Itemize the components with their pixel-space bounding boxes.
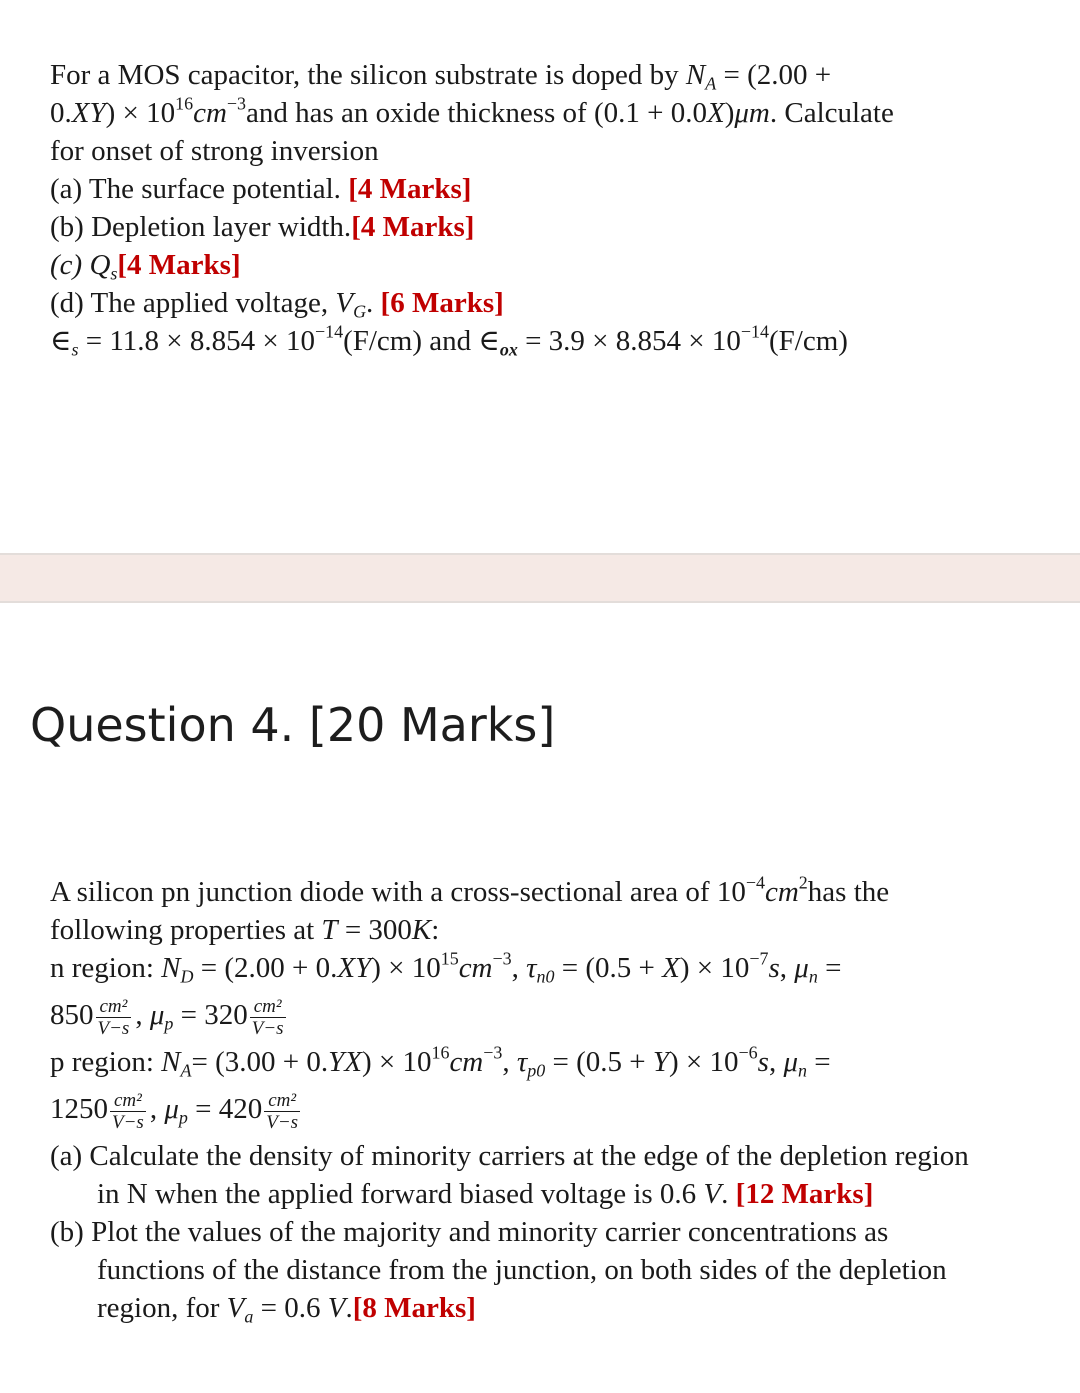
marks-badge: [8 Marks] bbox=[352, 1292, 476, 1324]
q4-n-region: n region: $N_D = (2.00 + 0.XY) \times 10^{15}cm^{-3}$, $\tau_{n0} = (0.5 + X) \times 10^{-7}s$, $\mu_n$ = bbox=[50, 948, 842, 987]
q4-part-b-2: functions of the distance from the junction, on both sides of the depletion bbox=[97, 1254, 947, 1286]
card-separator bbox=[0, 553, 1080, 603]
q4-part-a-2: in N when the applied forward biased voltage is 0.6 V. [12 Marks] bbox=[97, 1178, 874, 1210]
marks-badge: [4 Marks] bbox=[348, 173, 472, 205]
question-4-body bbox=[50, 873, 1060, 1327]
q4-p-region: p region: $N_A= (3.00 + 0.YX) \times 10^{16}cm^{-3}$, $\tau_{p0} = (0.5 + Y) \times 10^{-6}s$, $\mu_n$ = bbox=[50, 1042, 831, 1081]
q3-part-c: (c) $Q_s[4$ Marks] bbox=[50, 249, 241, 284]
q4-part-b-3: region, for $V_a = 0.6$ V.[8 Marks] bbox=[97, 1292, 476, 1327]
q3-part-a: (a) The surface potential. [4 Marks] bbox=[50, 173, 472, 205]
q3-line-1: For a MOS capacitor, the silicon substrate is doped by $N_A = (2.00$ + bbox=[50, 59, 832, 94]
q3-line-3: for onset of strong inversion bbox=[50, 135, 379, 167]
marks-badge: [12 Marks] bbox=[735, 1178, 874, 1210]
q3-permittivity-line: $\in_s = 11.8 \times 8.854 \times 10^{-14}(F/cm)$ and $\in_{ox} = 3.9 \times 8.854 \times 10^{-14}(F/cm)$ bbox=[50, 321, 848, 360]
question-4-heading: Question 4. [20 Marks] bbox=[30, 698, 556, 752]
marks-badge: [4 Marks] bbox=[117, 249, 241, 281]
unit-fraction: $\frac{\text{cm²}}{V-s}$ bbox=[251, 995, 284, 1039]
marks-badge: [4 Marks] bbox=[351, 211, 475, 243]
question-3-card bbox=[0, 0, 1080, 553]
q4-part-b-1: (b) Plot the values of the majority and minority carrier concentrations as bbox=[50, 1216, 889, 1248]
q4-n-mobility: 850 $\frac{\text{cm²}}{V-s}$ , $\mu_p = 320$ $\frac{\text{cm²}}{V-s}$ bbox=[50, 995, 284, 1039]
q4-part-a-1: (a) Calculate the density of minority carriers at the edge of the depletion region bbox=[50, 1140, 969, 1172]
question-4-card bbox=[0, 603, 1080, 1393]
q4-intro-2: following properties at T = 300K: bbox=[50, 914, 440, 946]
marks-badge: [6 Marks] bbox=[380, 287, 504, 319]
q3-part-d: (d) The applied voltage, $V_G$. [6 Marks] bbox=[50, 287, 504, 322]
q3-part-b: (b) Depletion layer width.[4 Marks] bbox=[50, 211, 475, 243]
q4-intro-1: A silicon pn junction diode with a cross-sectional area of $10^{-4}cm^2has$ the bbox=[50, 872, 890, 908]
question-3-body bbox=[50, 56, 1060, 360]
unit-fraction: $\frac{\text{cm²}}{V-s}$ bbox=[112, 1089, 144, 1133]
unit-fraction: $\frac{\text{cm²}}{V-s}$ bbox=[97, 995, 130, 1039]
q4-p-mobility: 1250 $\frac{\text{cm²}}{V-s}$ , $\mu_p = 420$ $\frac{\text{cm²}}{V-s}$ bbox=[50, 1089, 299, 1133]
q3-line-2: $0.XY) \times 10^{16}cm^{-3}and$ has an oxide thickness of (0.1 + 0.0X)μm. Calculate bbox=[50, 93, 894, 129]
unit-fraction: $\frac{\text{cm²}}{V-s}$ bbox=[266, 1089, 299, 1133]
